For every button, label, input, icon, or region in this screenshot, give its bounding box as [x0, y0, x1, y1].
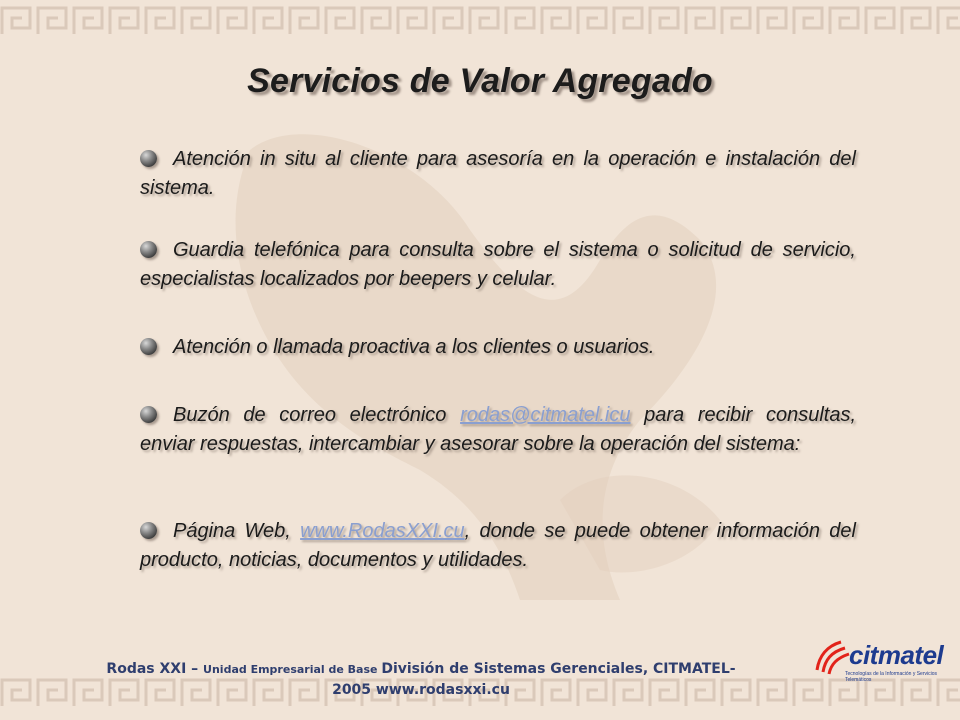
footer-line-1 — [0, 659, 842, 680]
bullet-item-phone-guard — [140, 236, 856, 294]
bullet-item-proactive-call — [140, 333, 856, 362]
bullet-text: Atención o llamada proactiva a los clientes o usuarios. — [173, 336, 655, 358]
bullet-item-website — [140, 517, 856, 575]
top-decorative-border — [0, 4, 960, 38]
website-link[interactable]: www.RodasXXI.cu — [300, 520, 465, 542]
citmatel-logo — [813, 636, 953, 686]
footer-division: División de Sistemas Gerenciales, CITMATEL- — [381, 661, 736, 677]
footer — [0, 659, 842, 700]
bullet-dot-icon — [140, 522, 157, 539]
bullet-text: , donde se puede obtener información del producto, noticias, documentos y utilidades. — [140, 520, 856, 571]
bullet-dot-icon — [140, 338, 157, 355]
bullet-dot-icon — [140, 150, 157, 167]
slide-title: Servicios de Valor Agregado — [247, 62, 713, 100]
email-link[interactable]: rodas@citmatel.icu — [460, 404, 631, 426]
bullet-item-onsite — [140, 145, 856, 203]
bullet-item-email — [140, 401, 856, 459]
bullet-dot-icon — [140, 241, 157, 258]
bullet-text: Página Web, — [173, 520, 301, 542]
bullet-dot-icon — [140, 406, 157, 423]
footer-line-2: 2005 www.rodasxxi.cu — [332, 682, 510, 698]
logo-tagline: Tecnologías de la Información y Servicios Telemáticos — [845, 671, 937, 683]
citmatel-logo-icon — [813, 636, 853, 676]
bullet-text: Buzón de correo electrónico — [173, 404, 461, 426]
footer-product: Rodas XXI – — [106, 661, 204, 677]
bullet-text: Guardia telefónica para consulta sobre el sistema o solicitud de servicio, especialistas localizados por beepers y celular. — [140, 239, 856, 290]
bullet-text: Atención in situ al cliente para asesoría en la operación e instalación del sistema. — [140, 148, 856, 199]
footer-unit: Unidad Empresarial de Base — [203, 663, 382, 676]
logo-wordmark: citmatel — [849, 640, 944, 670]
bullet-text: para recibir consultas, enviar respuestas, intercambiar y asesorar sobre la operación del sistema: — [140, 404, 857, 455]
